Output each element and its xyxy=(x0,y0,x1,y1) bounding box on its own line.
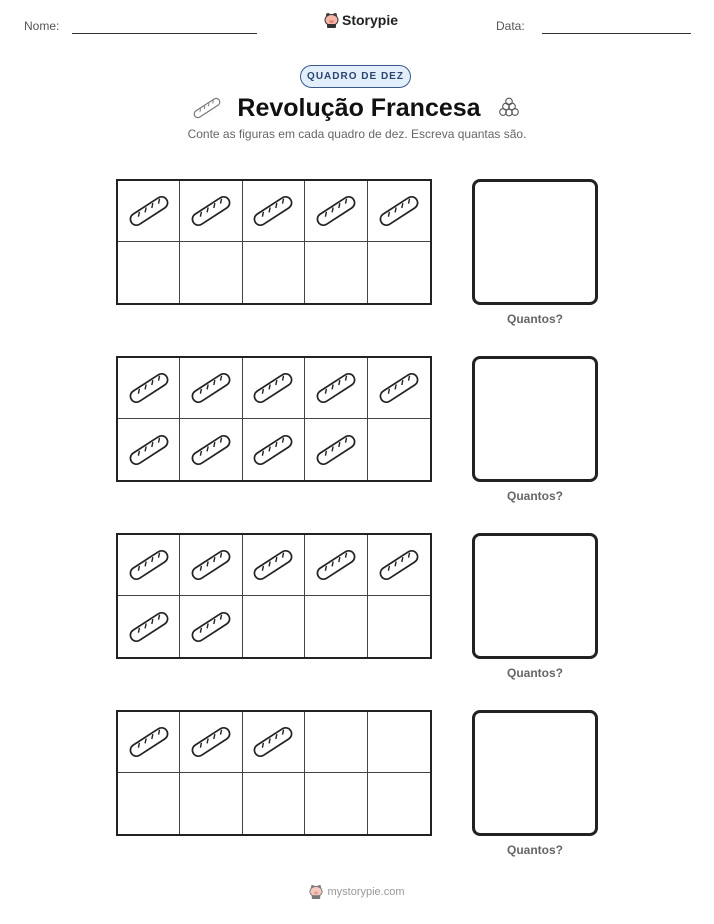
baguette-icon xyxy=(250,191,296,231)
ten-frame-cell xyxy=(368,181,430,242)
ten-frame-cell xyxy=(368,419,430,480)
rock-pile-icon xyxy=(495,97,523,119)
baguette-icon xyxy=(126,430,172,470)
ten-frame-cell xyxy=(243,242,305,303)
ten-frame-cell xyxy=(118,712,180,773)
ten-frame-cell xyxy=(180,712,242,773)
ten-frame-cell xyxy=(368,535,430,596)
answer-box[interactable] xyxy=(472,533,598,659)
ten-frame-cell xyxy=(243,773,305,834)
baguette-icon xyxy=(313,545,359,585)
baguette-icon xyxy=(126,722,172,762)
baguette-icon xyxy=(313,368,359,408)
title-row xyxy=(0,90,714,126)
ten-frame-cell xyxy=(243,596,305,657)
ten-frame-cell xyxy=(118,419,180,480)
baguette-icon xyxy=(188,430,234,470)
footer-site: mystorypie.com xyxy=(327,885,405,898)
ten-frame-cell xyxy=(305,535,367,596)
baguette-icon xyxy=(191,95,223,121)
pig-logo-icon xyxy=(309,884,323,899)
ten-frame-cell xyxy=(368,242,430,303)
ten-frame-cell xyxy=(180,596,242,657)
baguette-icon xyxy=(250,368,296,408)
ten-frame-cell xyxy=(118,181,180,242)
baguette-icon xyxy=(376,191,422,231)
ten-frame-cell xyxy=(243,535,305,596)
baguette-icon xyxy=(250,545,296,585)
baguette-icon xyxy=(250,722,296,762)
pig-logo-icon xyxy=(324,12,339,28)
ten-frame-cell xyxy=(243,419,305,480)
ten-frame-cell xyxy=(368,358,430,419)
baguette-icon xyxy=(188,607,234,647)
answer-box[interactable] xyxy=(472,179,598,305)
footer xyxy=(0,884,714,899)
ten-frame-cell xyxy=(305,181,367,242)
baguette-icon xyxy=(188,722,234,762)
baguette-icon xyxy=(126,607,172,647)
answer-label: Quantos? xyxy=(507,312,563,326)
ten-frame-cell xyxy=(118,773,180,834)
ten-frame-cell xyxy=(305,773,367,834)
ten-frame-cell xyxy=(180,419,242,480)
ten-frame xyxy=(116,179,432,305)
ten-frame-cell xyxy=(368,712,430,773)
baguette-icon xyxy=(126,368,172,408)
answer-label: Quantos? xyxy=(507,666,563,680)
baguette-icon xyxy=(376,368,422,408)
ten-frame-cell xyxy=(118,358,180,419)
ten-frame-cell xyxy=(368,773,430,834)
ten-frame-cell xyxy=(118,596,180,657)
ten-frame-cell xyxy=(305,419,367,480)
ten-frame xyxy=(116,710,432,836)
ten-frame-cell xyxy=(305,242,367,303)
brand-logo xyxy=(324,12,398,28)
answer-box[interactable] xyxy=(472,356,598,482)
baguette-icon xyxy=(126,191,172,231)
baguette-icon xyxy=(188,368,234,408)
ten-frame-cell xyxy=(305,358,367,419)
ten-frame-cell xyxy=(180,535,242,596)
worksheet-badge: QUADRO DE DEZ xyxy=(300,65,411,88)
ten-frame-cell xyxy=(243,712,305,773)
page-subtitle: Conte as figuras em cada quadro de dez. Escreva quantas são. xyxy=(187,127,527,141)
ten-frame-cell xyxy=(118,535,180,596)
ten-frame-cell xyxy=(243,358,305,419)
baguette-icon xyxy=(376,545,422,585)
baguette-icon xyxy=(313,191,359,231)
ten-frame-cell xyxy=(305,712,367,773)
baguette-icon xyxy=(126,545,172,585)
ten-frame-cell xyxy=(180,773,242,834)
baguette-icon xyxy=(188,191,234,231)
ten-frame-cell xyxy=(368,596,430,657)
baguette-icon xyxy=(250,430,296,470)
brand-name: Storypie xyxy=(342,12,399,28)
page-title: Revolução Francesa xyxy=(237,93,481,122)
ten-frame-cell xyxy=(305,596,367,657)
baguette-icon xyxy=(188,545,234,585)
date-line[interactable] xyxy=(542,33,691,34)
answer-label: Quantos? xyxy=(507,843,563,857)
ten-frame-cell xyxy=(180,181,242,242)
ten-frame-cell xyxy=(180,242,242,303)
name-line[interactable] xyxy=(72,33,257,34)
ten-frame xyxy=(116,533,432,659)
ten-frame xyxy=(116,356,432,482)
ten-frame-cell xyxy=(243,181,305,242)
answer-box[interactable] xyxy=(472,710,598,836)
date-label: Data: xyxy=(496,19,525,33)
answer-label: Quantos? xyxy=(507,489,563,503)
ten-frame-cell xyxy=(118,242,180,303)
baguette-icon xyxy=(313,430,359,470)
ten-frame-cell xyxy=(180,358,242,419)
name-label: Nome: xyxy=(24,19,60,33)
